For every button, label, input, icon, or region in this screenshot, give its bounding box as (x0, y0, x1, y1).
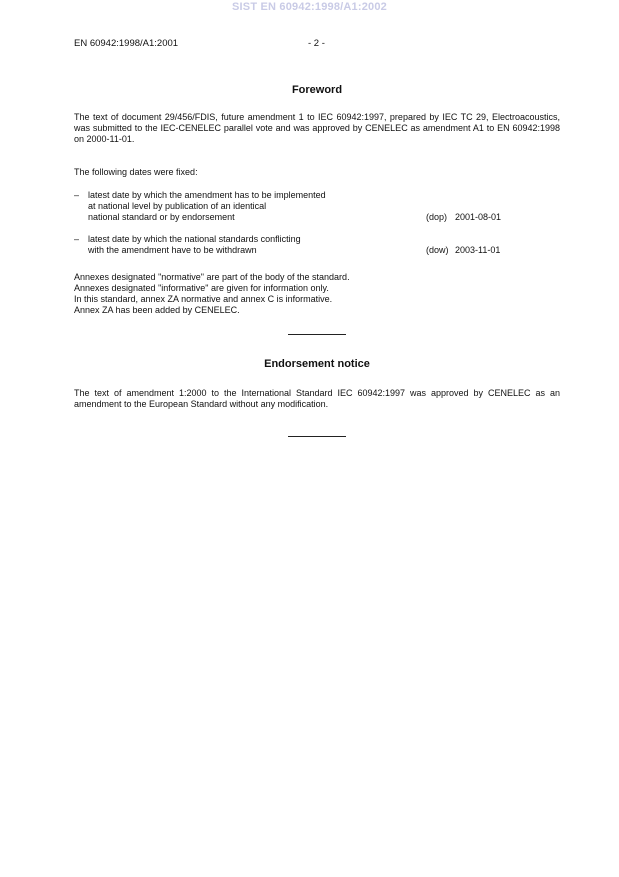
date-item-line: latest date by which the amendment has to be implemented (88, 190, 326, 200)
page-number: - 2 - (308, 38, 325, 49)
document-id: EN 60942:1998/A1:2001 (74, 38, 179, 49)
date-item-line: latest date by which the national standards conflicting (88, 234, 301, 244)
section-divider (288, 334, 346, 335)
page-header (74, 38, 560, 52)
annex-note: Annexes designated "informative" are given for information only. (74, 283, 329, 293)
date-item-text (88, 190, 408, 223)
annex-note: Annexes designated "normative" are part of the body of the standard. (74, 272, 350, 282)
list-dash: – (74, 190, 80, 200)
date-item-line: national standard or by endorsement (88, 212, 235, 222)
endorsement-title: Endorsement notice (264, 358, 370, 370)
annex-note: In this standard, annex ZA normative and annex C is informative. (74, 294, 333, 304)
annex-note: Annex ZA has been added by CENELEC. (74, 305, 240, 315)
date-code: (dow) (426, 245, 449, 255)
date-item-line: with the amendment have to be withdrawn (88, 245, 257, 255)
foreword-title: Foreword (291, 84, 343, 96)
section-divider (288, 436, 346, 437)
date-code: (dop) (426, 212, 448, 222)
annex-notes (74, 272, 560, 316)
list-dash: – (74, 234, 80, 244)
watermark: SIST EN 60942:1998/A1:2002 (231, 1, 388, 13)
dates-intro: The following dates were fixed: (74, 167, 198, 177)
foreword-intro: The text of document 29/456/FDIS, future amendment 1 to IEC 60942:1997, prepared by IEC TC 29, Electroacoustics, was submitted to the IEC-CENELEC parallel vote and was approved by CENELEC as amendment A1 to EN 60942:1998 on 2000-11-01. (74, 112, 560, 144)
date-value: 2001-08-01 (455, 212, 502, 222)
date-item-text (88, 234, 408, 256)
date-item-line: at national level by publication of an identical (88, 201, 267, 211)
endorsement-text: The text of amendment 1:2000 to the International Standard IEC 60942:1997 was approved by CENELEC as an amendment to the European Standard without any modification. (74, 388, 560, 409)
date-value: 2003-11-01 (455, 245, 501, 255)
